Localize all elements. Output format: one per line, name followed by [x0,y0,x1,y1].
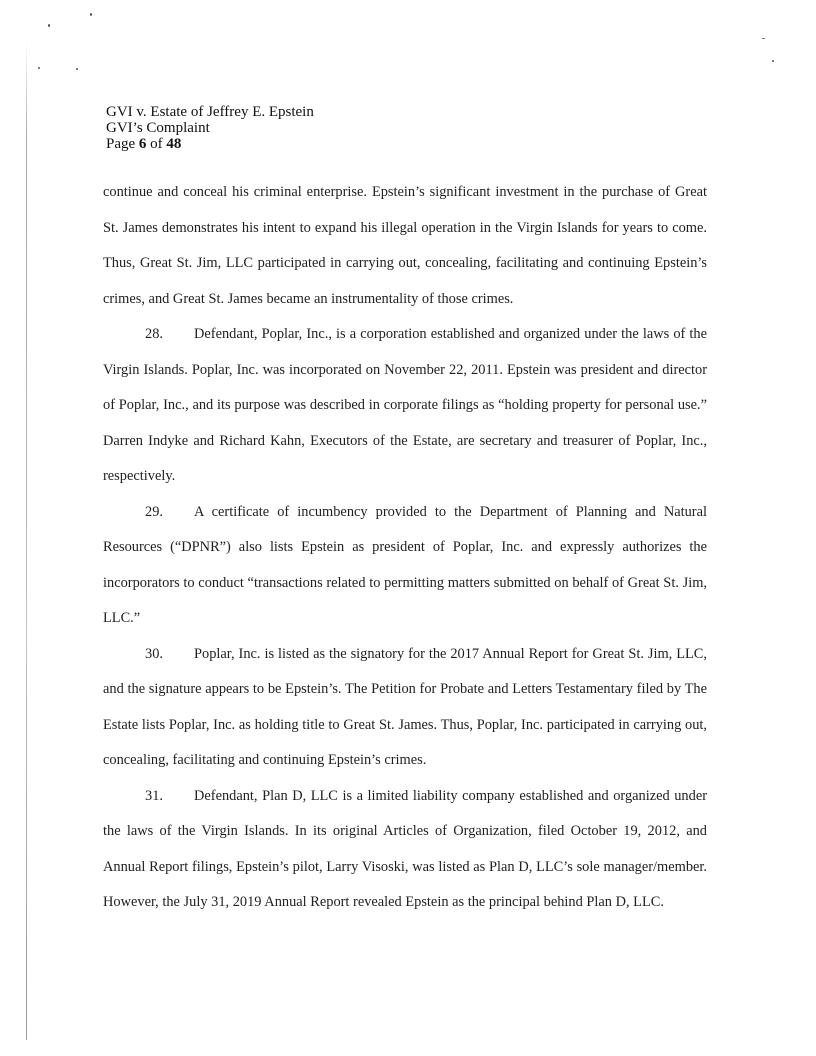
paragraph-number: 28. [145,326,163,342]
paragraph-text: Defendant, Poplar, Inc., is a corporation established and organized under the laws of the Virgin Islands. Poplar, Inc. was incorporated on November 22, 2011. Epstein was president and director of Poplar, Inc., and its purpose was described in corporate filings as “holding property for personal use.” Darren Indyke and Richard Kahn, Executors of the Estate, are secretary and treasurer of Poplar, Inc., respectively. [103,326,707,484]
scan-speck [772,60,774,62]
page-of: of [150,136,163,152]
page-current: 6 [138,136,147,152]
scan-speck [38,67,40,69]
paragraph-number: 31. [145,787,163,804]
page-indicator [106,136,314,152]
paragraph-text: A certificate of incumbency provided to the Department of Planning and Natural Resources (“DPNR”) also lists Epstein as president of Poplar, Inc. and expressly authorizes the incorporators to conduct “transactions related to permitting matters submitted on behalf of Great St. Jim, LLC.” [103,503,707,626]
document-name: GVI’s Complaint [106,120,210,136]
scan-speck [76,68,78,70]
scan-left-edge-line [26,40,27,1040]
scan-speck [90,13,92,16]
paragraph-31 [103,779,707,921]
scan-speck [48,24,50,27]
document-header [106,104,314,152]
scan-speck [762,38,765,39]
paragraph-text: Poplar, Inc. is listed as the signatory for the 2017 Annual Report for Great St. Jim, LLC, and the signature appears to be Epstein’s. The Petition for Probate and Letters Testamentary filed by The Estate lists Poplar, Inc. as holding title to Great St. James. Thus, Poplar, Inc. participated in carrying out, concealing, facilitating and continuing Epstein’s crimes. [103,645,707,768]
paragraph-number: 30. [145,645,163,662]
paragraph-29 [103,495,707,637]
case-title: GVI v. Estate of Jeffrey E. Epstein [106,104,314,120]
paragraph-28 [103,317,707,495]
paragraph-30 [103,637,707,779]
paragraph-text: Defendant, Plan D, LLC is a limited liability company established and organized under the laws of the Virgin Islands. In its original Articles of Organization, filed October 19, 2012, and Annual Report filings, Epstein’s pilot, Larry Visoski, was listed as Plan D, LLC’s sole manager/member. However, the July 31, 2019 Annual Report revealed Epstein as the principal behind Plan D, LLC. [103,787,707,910]
continuation-paragraph: continue and conceal his criminal enterprise. Epstein’s significant investment in the purchase of Great St. James demonstrates his intent to expand his illegal operation in the Virgin Islands for years to come. Thus, Great St. Jim, LLC participated in carrying out, concealing, facilitating and continuing Epstein’s crimes, and Great St. James became an instrumentality of those crimes. [103,184,707,307]
page-prefix: Page [106,136,136,152]
paragraph-number: 29. [145,503,163,520]
document-body [103,175,707,921]
page-total: 48 [166,136,182,152]
